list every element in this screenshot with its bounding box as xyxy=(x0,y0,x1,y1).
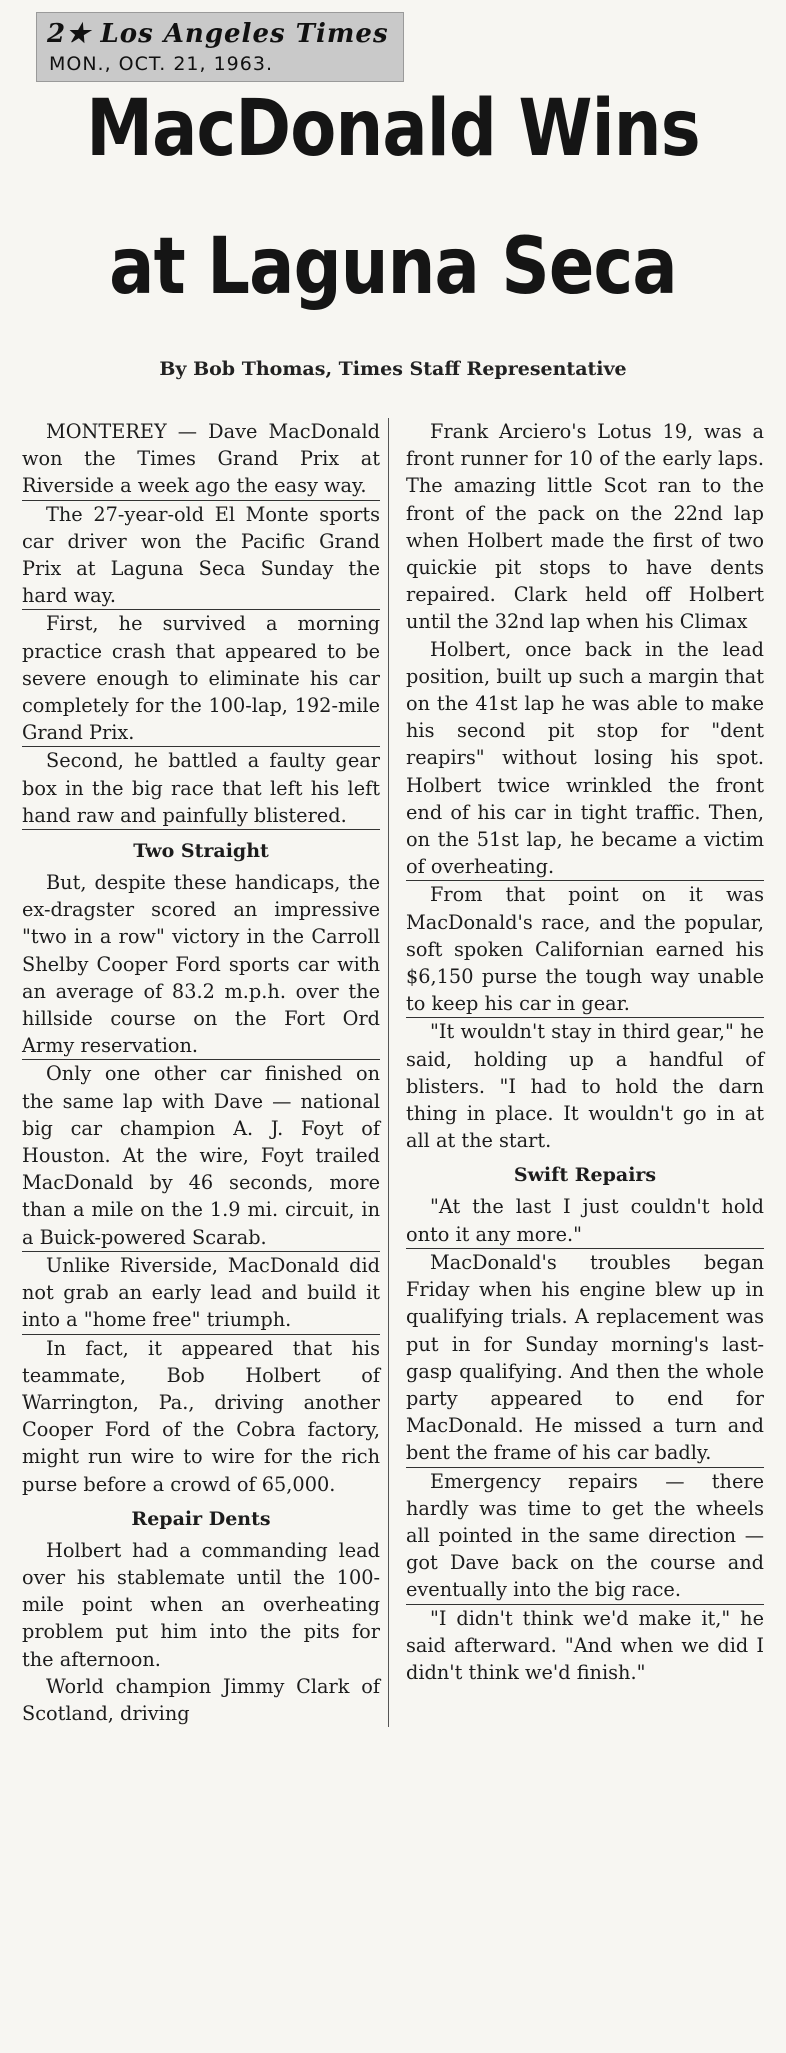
article-column-2 xyxy=(406,418,764,1686)
article-column-1 xyxy=(22,418,389,1727)
paragraph: Unlike Riverside, MacDonald did not grab an early lead and build it into a "home free" triumph. xyxy=(22,1252,380,1335)
headline-line-2: at Laguna Seca xyxy=(109,222,677,312)
paragraph: Only one other car finished on the same lap with Dave — national big car champion A. J. Foyt of Houston. At the wire, Foyt trailed MacDonald by 46 seconds, more than a mile on the 1.9 mi. circuit, in a Buick-powered Scarab. xyxy=(22,1060,380,1251)
paragraph: Second, he battled a faulty gear box in the big race that left his left hand raw and painfully blistered. xyxy=(22,747,380,830)
newspaper-name: 2★ Los Angeles Times xyxy=(47,19,389,49)
masthead xyxy=(36,12,404,82)
paragraph: From that point on it was MacDonald's race, and the popular, soft spoken Californian earned his $6,150 purse the tough way unable to keep his car in gear. xyxy=(406,881,764,1018)
paragraph: The 27-year-old El Monte sports car driver won the Pacific Grand Prix at Laguna Seca Sunday the hard way. xyxy=(22,501,380,611)
paragraph: Emergency repairs — there hardly was time to get the wheels all pointed in the same direction — got Dave back on the course and eventually into the big race. xyxy=(406,1468,764,1605)
paragraph: MacDonald's troubles began Friday when his engine blew up in qualifying trials. A replacement was put in for Sunday morning's last-gasp qualifying. And then the whole party appeared to end for MacDonald. He missed a turn and bent the frame of his car badly. xyxy=(406,1249,764,1468)
paragraph: "I didn't think we'd make it," he said afterward. "And when we did I didn't think we'd finish." xyxy=(406,1606,764,1684)
paragraph: Holbert had a commanding lead over his stablemate until the 100-mile point when an overheating problem put him into the pits for the afternoon. xyxy=(22,1538,380,1671)
paragraph: MONTEREY — Dave MacDonald won the Times Grand Prix at Riverside a week ago the easy way. xyxy=(22,418,380,501)
byline: By Bob Thomas, Times Staff Representative xyxy=(159,358,627,380)
paragraph: But, despite these handicaps, the ex-dragster scored an impressive "two in a row" victory in the Carroll Shelby Cooper Ford sports car with an average of 83.2 m.p.h. over the hillside course on the Fort Ord Army reservation. xyxy=(22,869,380,1060)
paragraph: "It wouldn't stay in third gear," he said, holding up a handful of blisters. "I had to hold the darn thing in place. It wouldn't go in at all at the start. xyxy=(406,1020,764,1153)
subheading: Swift Repairs xyxy=(513,1164,657,1187)
paragraph: First, he survived a morning practice crash that appeared to be severe enough to eliminate his car completely for the 100-lap, 192-mile Grand Prix. xyxy=(22,610,380,747)
headline-line-1: MacDonald Wins xyxy=(86,84,700,174)
paragraph: Frank Arciero's Lotus 19, was a front runner for 10 of the early laps. The amazing little Scot ran to the front of the pack on the 22nd lap when Holbert made the first of two quickie pit stops to have dents repaired. Clark held off Holbert until the 32nd lap when his Climax xyxy=(406,420,764,634)
subheading: Two Straight xyxy=(133,840,269,863)
paragraph: World champion Jimmy Clark of Scotland, driving xyxy=(22,1674,380,1725)
subheading: Repair Dents xyxy=(131,1507,271,1530)
paragraph: "At the last I just couldn't hold onto it any more." xyxy=(406,1193,764,1248)
publication-date: MON., OCT. 21, 1963. xyxy=(49,53,273,75)
paragraph: Holbert, once back in the lead position, built up such a margin that on the 41st lap he was able to make his second pit stop for "dent reapirs" without losing his spot. Holbert twice wrinkled the front end of his car in tight traffic. Then, on the 51st lap, he became a victim of overheating. xyxy=(406,636,764,882)
paragraph: In fact, it appeared that his teammate, Bob Holbert of Warrington, Pa., driving another Cooper Ford of the Cobra factory, might run wire to wire for the rich purse before a crowd of 65,000. xyxy=(22,1336,380,1496)
